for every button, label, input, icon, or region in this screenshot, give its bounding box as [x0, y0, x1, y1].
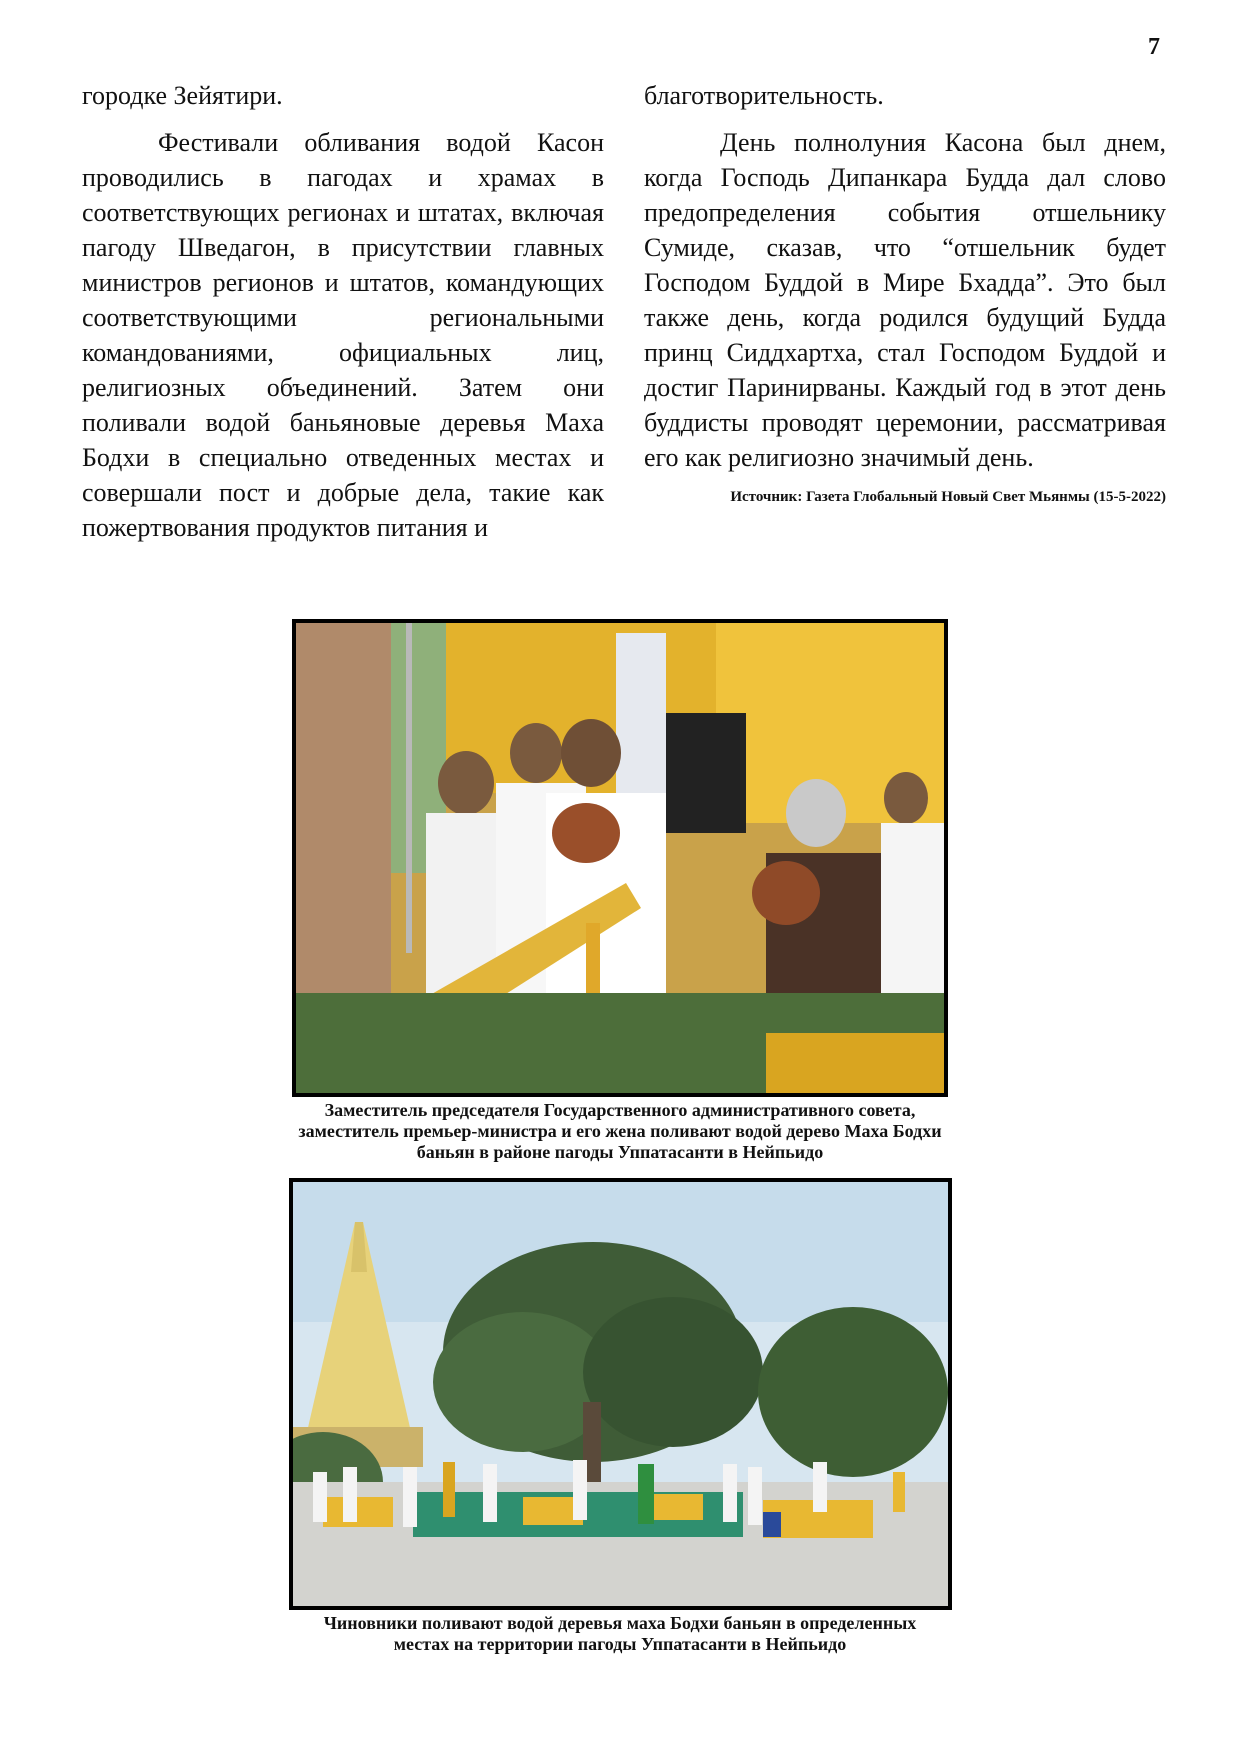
- ceremony-photo-caption: Заместитель председателя Государственного административного совета, заместитель премьер-министра и его жена поливают водой дерево Маха Бодхи баньян в районе пагоды Уппатасанти в Нейпьидо: [298, 1100, 942, 1162]
- left-column: [82, 78, 604, 557]
- left-paragraph-2: Фестивали обливания водой Касон проводились в пагодах и храмах в соответствующих регионах и штатах, включая пагоду Шведагон, в присутствии главных министров регионов и штатов, командующих соответствующими региональными командованиями, официальных лиц, религиозных объединений. Затем они поливали водой баньяновые деревья Маха Бодхи в специально отведенных местах и совершали пост и добрые дела, такие как пожертвования продуктов питания и: [82, 128, 604, 542]
- right-paragraph-1: благотворительность.: [644, 81, 884, 110]
- right-paragraph-2: День полнолуния Касона был днем, когда Господь Дипанкара Будда дал слово предопределения события отшельнику Сумиде, сказав, что “отшельник будет Господом Буддой в Мире Бхадда”. Это был также день, когда родился будущий Будда принц Сиддхартха, стал Господом Буддой и достиг Паринирваны. Каждый год в этот день буддисты проводят церемонии, рассматривая его как религиозно значимый день.: [644, 128, 1166, 472]
- pagoda-photo-caption: Чиновники поливают водой деревья маха Бодхи баньян в определенных местах на территории пагоды Уппатасанти в Нейпьидо: [323, 1613, 917, 1654]
- ceremony-photo: [292, 619, 948, 1097]
- pagoda-photo: [289, 1178, 952, 1610]
- left-paragraph-1: городке Зейятири.: [82, 81, 283, 110]
- ceremony-photo-illustration: [296, 623, 944, 1093]
- pagoda-photo-illustration: [293, 1182, 948, 1606]
- right-column: [644, 78, 1166, 507]
- source-note: Источник: Газета Глобальный Новый Свет Мьянмы (15-5-2022): [730, 489, 1166, 505]
- page-number: 7: [1148, 34, 1160, 60]
